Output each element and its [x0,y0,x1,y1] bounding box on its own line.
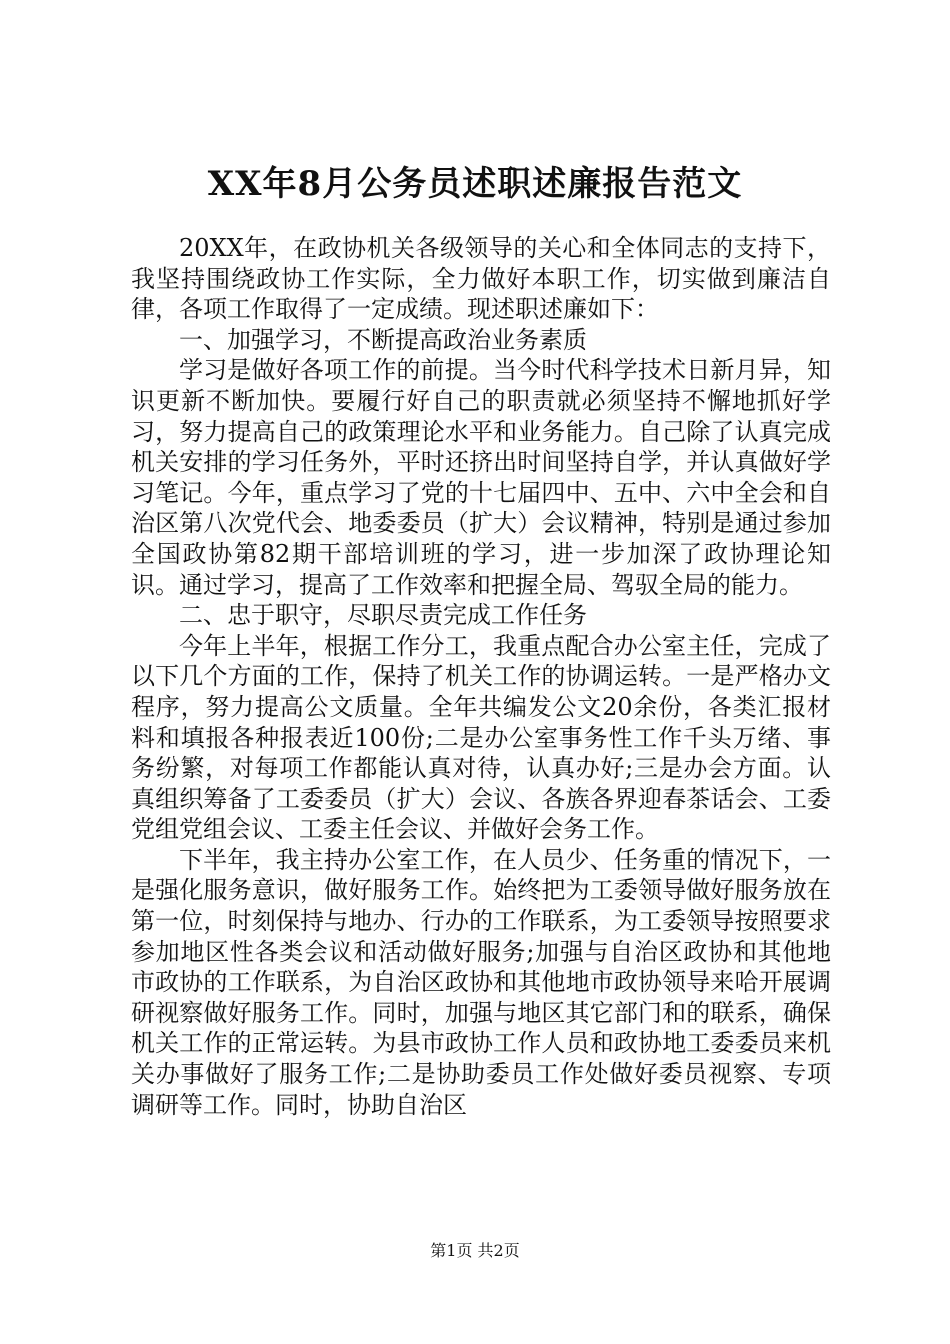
section-heading-1: 一、加强学习，不断提高政治业务素质 [179,325,587,354]
paragraph-intro: 20XX年，在政协机关各级领导的关心和全体同志的支持下，我坚持围绕政协工作实际，全力做好本职工作，切实做到廉洁自律，各项工作取得了一定成绩。现述职述廉如下： [131,234,831,324]
section-heading-2: 二、忠于职守，尽职尽责完成工作任务 [179,601,587,630]
document-title: XX年8月公务员述职述廉报告范文 [207,164,743,204]
paragraph-study: 学习是做好各项工作的前提。当今时代科学技术日新月异，知识更新不断加快。要履行好自己的职责就必须坚持不懈地抓好学习，努力提高自己的政策理论水平和业务能力。自己除了认真完成机关安排的学习任务外，平时还挤出时间坚持自学，并认真做好学习笔记。今年，重点学习了党的十七届四中、五中、六中全会和自治区第八次党代会、地委委员（扩大）会议精神，特别是通过参加全国政协第82期干部培训班的学习，进一步加深了政协理论知识。通过学习，提高了工作效率和把握全局、驾驭全局的能力。 [131,356,831,599]
page-footer: 第1页 共2页 [430,1241,520,1260]
paragraph-first-half: 今年上半年，根据工作分工，我重点配合办公室主任，完成了以下几个方面的工作，保持了机关工作的协调运转。一是严格办文程序，努力提高公文质量。全年共编发公文20余份，各类汇报材料和填报各种报表近100份;二是办公室事务性工作千头万绪、事务纷繁，对每项工作都能认真对待，认真办好;三是办会方面。认真组织筹备了工委委员（扩大）会议、各族各界迎春茶话会、工委党组党组会议、工委主任会议、并做好会务工作。 [131,631,831,844]
paragraph-second-half: 下半年，我主持办公室工作，在人员少、任务重的情况下，一是强化服务意识，做好服务工作。始终把为工委领导做好服务放在第一位，时刻保持与地办、行办的工作联系，为工委领导按照要求参加地区性各类会议和活动做好服务;加强与自治区政协和其他地市政协的工作联系，为自治区政协和其他地市政协领导来哈开展调研视察做好服务工作。同时，加强与地区其它部门和的联系，确保机关工作的正常运转。为县市政协工作人员和政协地工委委员来机关办事做好了服务工作;二是协助委员工作处做好委员视察、专项调研等工作。同时，协助自治区 [131,845,831,1119]
document-body [131,233,831,1120]
